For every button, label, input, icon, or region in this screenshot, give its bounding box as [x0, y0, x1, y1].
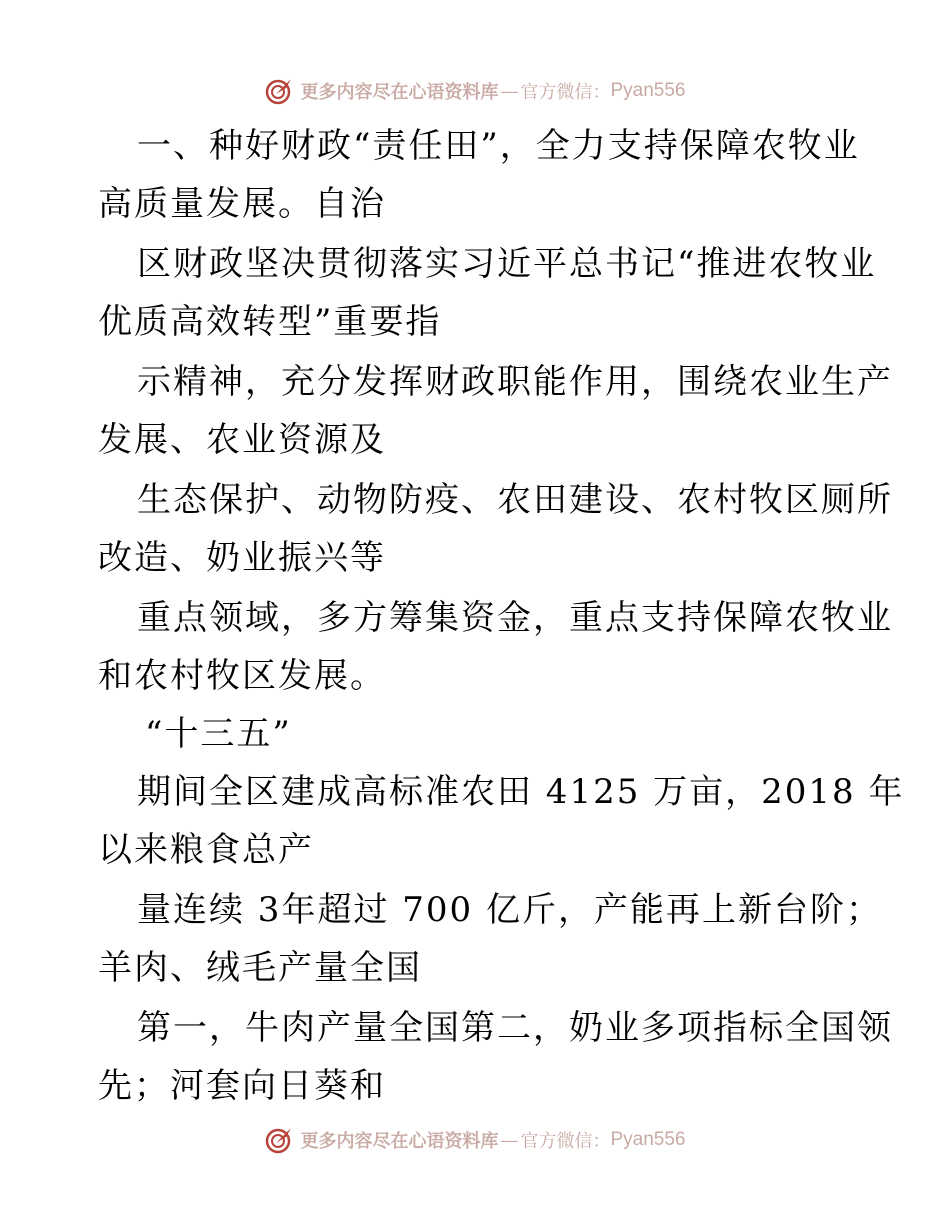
- footer-dash: —: [500, 1129, 519, 1151]
- footer-wechat-id: Pyan556: [610, 1129, 686, 1150]
- body-line-15: 羊肉、绒毛产量全国: [98, 948, 422, 988]
- header-dash: —: [500, 80, 519, 102]
- body-line-14: 量连续 3年超过 700 亿斤，产能再上新台阶；: [137, 890, 882, 930]
- header-contact-label: 官方微信：: [520, 82, 611, 103]
- header-brand-text: 更多内容尽在心语资料库: [300, 82, 499, 103]
- body-line-3: 区财政坚决贯彻落实习近平总书记“推进农牧业: [137, 244, 877, 284]
- body-line-7: 生态保护、动物防疫、农田建设、农村牧区厕所: [137, 480, 893, 520]
- quill-seal-logo-icon: [264, 76, 294, 106]
- body-line-6: 发展、农业资源及: [98, 420, 386, 460]
- body-line-17: 先；河套向日葵和: [98, 1066, 386, 1106]
- body-line-16: 第一，牛肉产量全国第二，奶业多项指标全国领: [137, 1008, 893, 1048]
- body-line-2: 高质量发展。自治: [98, 184, 386, 224]
- body-line-11: “十三五”: [145, 714, 292, 754]
- body-line-9: 重点领域，多方筹集资金，重点支持保障农牧业: [137, 598, 893, 638]
- quill-seal-logo-icon: [264, 1125, 294, 1155]
- body-line-4: 优质高效转型”重要指: [98, 302, 442, 342]
- body-line-1: 一、种好财政“责任田”，全力支持保障农牧业: [137, 126, 860, 166]
- footer-brand-text: 更多内容尽在心语资料库: [300, 1131, 499, 1152]
- header-banner: [0, 71, 950, 111]
- body-line-12: 期间全区建成高标准农田 4125 万亩，2018 年: [137, 772, 905, 812]
- body-line-13: 以来粮食总产: [98, 830, 314, 870]
- header-wechat-id: Pyan556: [610, 80, 686, 101]
- body-line-8: 改造、奶业振兴等: [98, 538, 386, 578]
- footer-banner: [0, 1120, 950, 1160]
- body-line-10: 和农村牧区发展。: [98, 656, 386, 696]
- body-line-5: 示精神，充分发挥财政职能作用，围绕农业生产: [137, 362, 893, 402]
- footer-contact-label: 官方微信：: [520, 1131, 611, 1152]
